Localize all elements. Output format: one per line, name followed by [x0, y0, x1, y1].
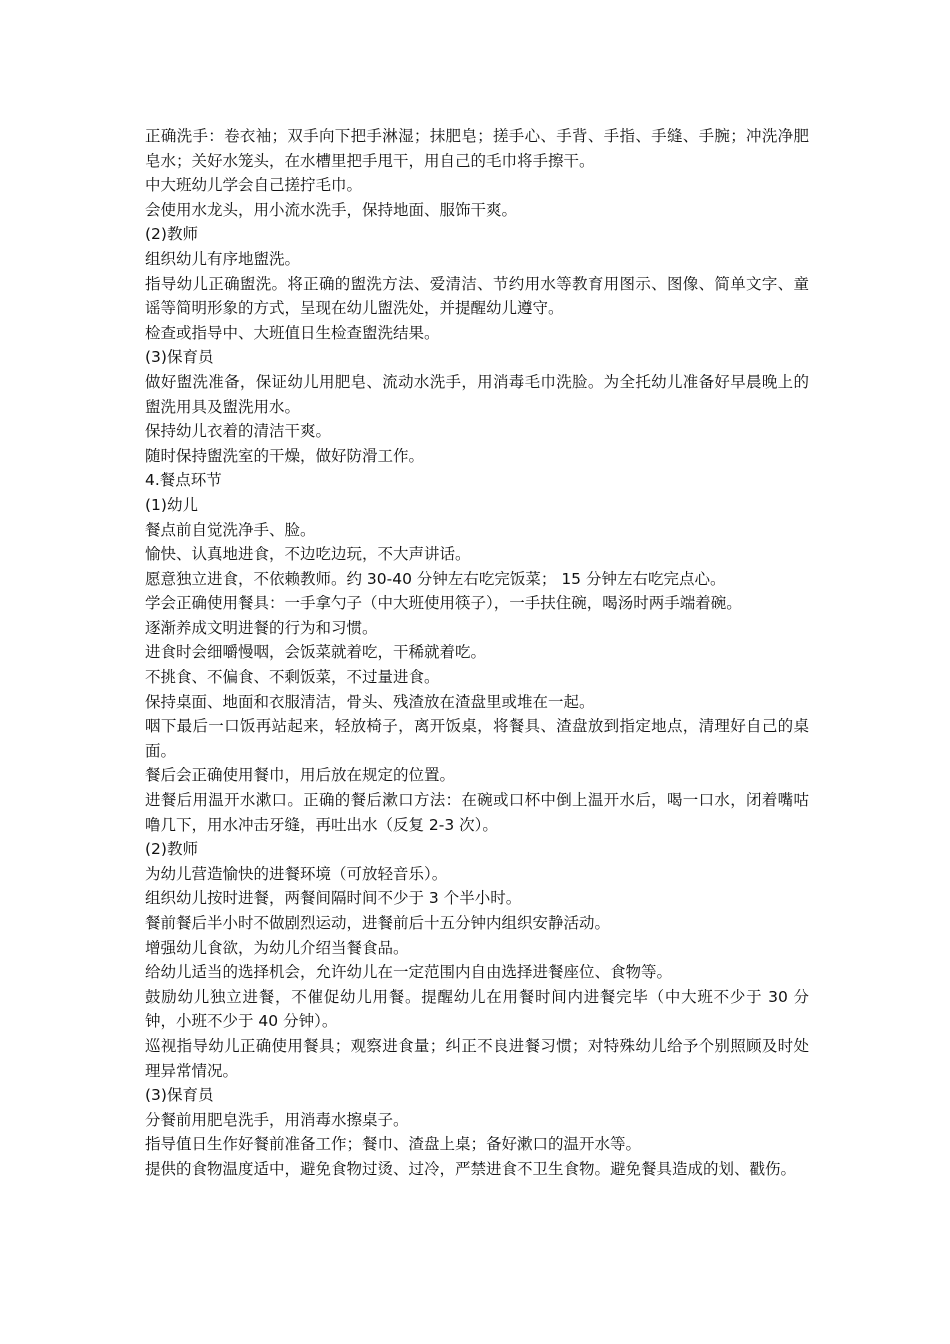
heading-teacher-meal: (2)教师 — [145, 840, 198, 859]
paragraph-chew-slowly: 进食时会细嚼慢咽，会饭菜就着吃，干稀就着吃。 — [145, 643, 487, 662]
paragraph-no-picky-eating: 不挑食、不偏食、不剩饭菜，不过量进食。 — [145, 668, 440, 687]
heading-meal-section: 4.餐点环节 — [145, 471, 222, 490]
heading-caregiver-meal: (3)保育员 — [145, 1086, 214, 1105]
paragraph-towel-wringing: 中大班幼儿学会自己搓拧毛巾。 — [145, 176, 363, 195]
paragraph-use-utensils: 学会正确使用餐具：一手拿勺子（中大班使用筷子），一手扶住碗，喝汤时两手端着碗。 — [145, 594, 742, 613]
paragraph-anti-slip: 随时保持盥洗室的干燥，做好防滑工作。 — [145, 446, 425, 465]
heading-teacher: (2)教师 — [145, 225, 198, 244]
paragraph-guide-washing: 指导幼儿正确盥洗。将正确的盥洗方法、爱清洁、节约用水等教育用图示、图像、简单文字、童谣等简明形象的方式，呈现在幼儿盥洗处，并提醒幼儿遵守。 — [145, 274, 809, 318]
paragraph-keep-table-clean: 保持桌面、地面和衣服清洁，骨头、残渣放在渣盘里或堆在一起。 — [145, 692, 595, 711]
paragraph-supervise-dining: 巡视指导幼儿正确使用餐具；观察进食量；纠正不良进餐习惯；对特殊幼儿给予个别照顾及时处理异常情况。 — [145, 1036, 809, 1080]
paragraph-leave-table: 咽下最后一口饭再站起来，轻放椅子，离开饭桌，将餐具、渣盘放到指定地点，清理好自己的桌面。 — [145, 717, 809, 760]
paragraph-no-strenuous-activity: 餐前餐后半小时不做剧烈运动，进餐前后十五分钟内组织安静活动。 — [145, 914, 611, 932]
paragraph-prepare-washing: 做好盥洗准备，保证幼儿用肥皂、流动水洗手，用消毒毛巾洗脸。为全托幼儿准备好早晨晚上的盥洗用具及盥洗用水。 — [145, 372, 809, 416]
paragraph-encourage-independence: 鼓励幼儿独立进餐，不催促幼儿用餐。提醒幼儿在用餐时间内进餐完毕（中大班不少于 30 分钟，小班不少于 40 分钟）。 — [145, 987, 809, 1031]
paragraph-clothes-clean: 保持幼儿衣着的清洁干爽。 — [145, 422, 332, 441]
heading-caregiver: (3)保育员 — [145, 348, 214, 367]
paragraph-clean-tables: 分餐前用肥皂洗手，用消毒水擦桌子。 — [145, 1110, 409, 1129]
paragraph-organize-washing: 组织幼儿有序地盥洗。 — [145, 249, 301, 268]
paragraph-guide-duty-students: 指导值日生作好餐前准备工作；餐巾、渣盘上桌；备好漱口的温开水等。 — [145, 1135, 642, 1154]
paragraph-eat-independently: 愿意独立进食，不依赖教师。约 30-40 分钟左右吃完饭菜； 15 分钟左右吃完点心。 — [145, 569, 726, 588]
document-page — [145, 124, 809, 1182]
paragraph-eat-happily: 愉快、认真地进食，不边吃边玩，不大声讲话。 — [145, 545, 471, 564]
paragraph-wash-before-meal: 餐点前自觉洗净手、脸。 — [145, 520, 316, 539]
paragraph-meal-interval: 组织幼儿按时进餐，两餐间隔时间不少于 3 个半小时。 — [145, 889, 522, 908]
paragraph-handwashing-steps: 正确洗手：卷衣袖；双手向下把手淋湿；抹肥皂；搓手心、手背、手指、手缝、手腕；冲洗净肥皂水；关好水笼头，在水槽里把手甩干，用自己的毛巾将手擦干。 — [145, 127, 809, 170]
paragraph-use-napkin: 餐后会正确使用餐巾，用后放在规定的位置。 — [145, 766, 456, 785]
paragraph-faucet-use: 会使用水龙头，用小流水洗手，保持地面、服饰干爽。 — [145, 200, 518, 219]
heading-children: (1)幼儿 — [145, 495, 198, 514]
paragraph-choice-opportunity: 给幼儿适当的选择机会，允许幼儿在一定范围内自由选择进餐座位、食物等。 — [145, 963, 673, 982]
paragraph-civilized-dining: 逐渐养成文明进餐的行为和习惯。 — [145, 618, 378, 637]
paragraph-rinse-mouth: 进餐后用温开水漱口。正确的餐后漱口方法：在碗或口杯中倒上温开水后，喝一口水，闭着嘴咕噜几下，用水冲击牙缝，再吐出水（反复 2-3 次）。 — [145, 791, 809, 834]
paragraph-check-washing: 检查或指导中、大班值日生检查盥洗结果。 — [145, 323, 440, 342]
paragraph-food-temperature: 提供的食物温度适中，避免食物过烫、过冷，严禁进食不卫生食物。避免餐具造成的划、戳伤。 — [145, 1159, 797, 1178]
paragraph-introduce-food: 增强幼儿食欲，为幼儿介绍当餐食品。 — [145, 938, 409, 957]
paragraph-pleasant-environment: 为幼儿营造愉快的进餐环境（可放轻音乐）。 — [145, 864, 448, 883]
